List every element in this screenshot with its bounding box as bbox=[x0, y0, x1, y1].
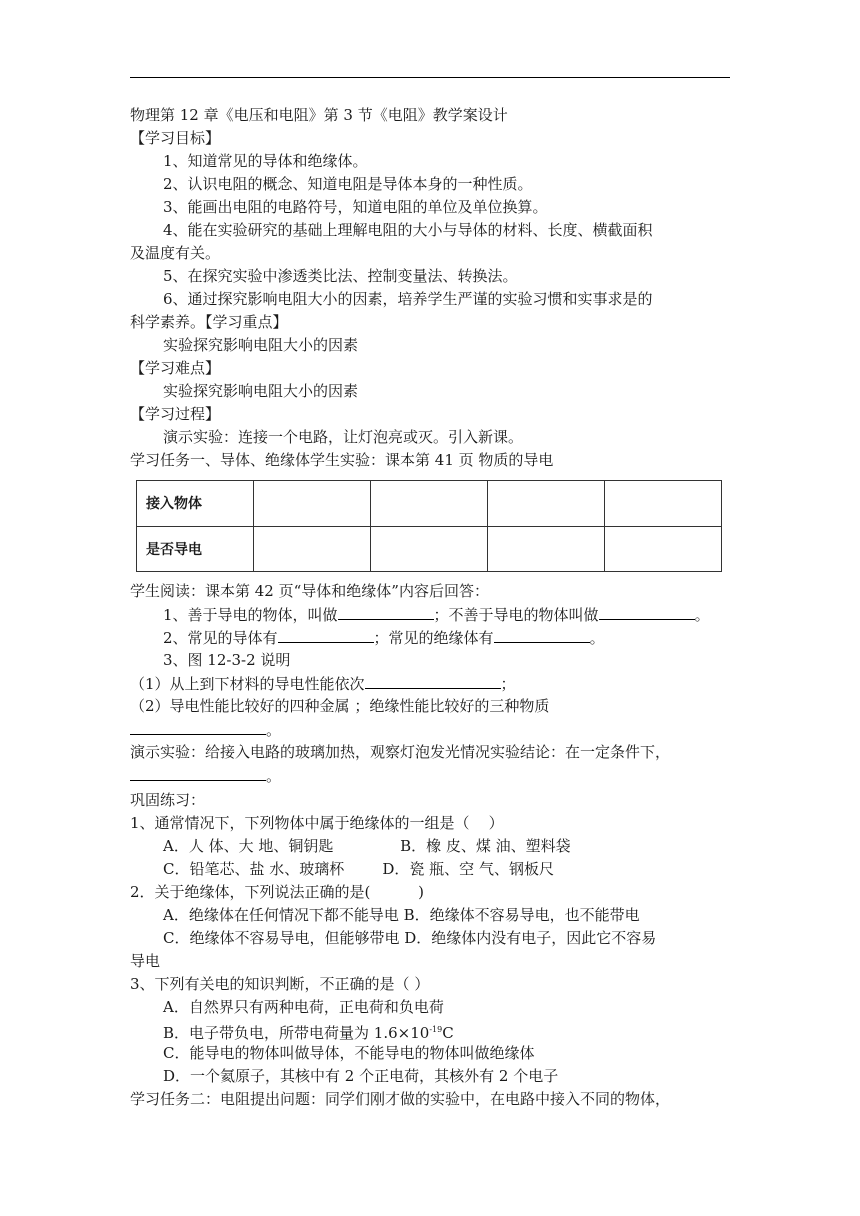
p2-part-a: （2）导电性能比较好的四种金属 ；绝缘性能比较好的三种物质 bbox=[130, 697, 550, 715]
practice-q3-c: C．能导电的物体叫做导体，不能导电的物体叫做绝缘体 bbox=[163, 1044, 535, 1062]
practice-q3: 3、下列有关电的知识判断，不正确的是（ ） bbox=[130, 975, 430, 993]
key-point-text: 实验探究影响电阻大小的因素 bbox=[163, 336, 359, 354]
table-cell bbox=[488, 481, 605, 527]
demo2-cont bbox=[130, 765, 281, 786]
goals-heading: 【学习目标】 bbox=[130, 129, 221, 147]
difficulty-heading: 【学习难点】 bbox=[130, 359, 221, 377]
practice-q2-ab: A．绝缘体在任何情况下都不能导电 B．绝缘体不容易导电，也不能带电 bbox=[163, 906, 640, 924]
goal-5: 5、在探究实验中渗透类比法、控制变量法、转换法。 bbox=[163, 267, 518, 285]
header-rule bbox=[130, 77, 730, 78]
answer-blank[interactable] bbox=[130, 719, 266, 735]
q2-part-b: ；常见的绝缘体有 bbox=[373, 629, 494, 647]
q1-part-b: ；不善于导电的物体叫做 bbox=[433, 606, 599, 624]
table-row bbox=[137, 526, 722, 572]
q3b-exponent: -19 bbox=[429, 1025, 443, 1034]
row-header-object: 接入物体 bbox=[137, 481, 254, 527]
task1-text: 学习任务一、导体、绝缘体学生实验：课本第 41 页 物质的导电 bbox=[130, 451, 554, 469]
practice-q2-cont: 导电 bbox=[130, 952, 161, 970]
q2-part-c: 。 bbox=[589, 629, 605, 647]
reading-p2 bbox=[130, 696, 549, 716]
p2-end: 。 bbox=[266, 721, 282, 739]
practice-q2: 2．关于绝缘体，下列说法正确的是( ) bbox=[130, 883, 424, 901]
practice-q3-a: A．自然界只有两种电荷，正电荷和负电荷 bbox=[163, 998, 444, 1016]
goal-2: 2、认识电阻的概念、知道电阻是导体本身的一种性质。 bbox=[163, 175, 533, 193]
p1-part-b: ； bbox=[500, 675, 516, 693]
reading-q2 bbox=[163, 627, 605, 648]
table-cell bbox=[605, 481, 722, 527]
practice-q3-b bbox=[163, 1020, 454, 1043]
answer-blank[interactable] bbox=[278, 627, 374, 643]
difficulty-text: 实验探究影响电阻大小的因素 bbox=[163, 382, 359, 400]
goal-6: 6、通过探究影响电阻大小的因素，培养学生严谨的实验习惯和实事求是的 bbox=[163, 290, 653, 308]
practice-q1-ab: A．人 体、大 地、铜钥匙 B．橡 皮、煤 油、塑料袋 bbox=[163, 837, 571, 855]
table-cell bbox=[254, 526, 371, 572]
row-header-conductive: 是否导电 bbox=[137, 526, 254, 572]
task2-text: 学习任务二：电阻提出问题：同学们刚才做的实验中，在电路中接入不同的物体， bbox=[130, 1090, 671, 1108]
answer-blank[interactable] bbox=[365, 673, 501, 689]
reading-q3: 3、图 12-3-2 说明 bbox=[163, 651, 291, 669]
practice-heading: 巩固练习： bbox=[130, 791, 206, 809]
answer-blank[interactable] bbox=[599, 604, 695, 620]
reading-q1 bbox=[163, 604, 710, 625]
table-cell bbox=[371, 526, 488, 572]
q3b-unit: C bbox=[442, 1024, 454, 1042]
goal-6-cont: 科学素养。【学习重点】 bbox=[130, 313, 288, 331]
demo2-end: 。 bbox=[266, 767, 282, 785]
reading-p2-cont bbox=[130, 719, 281, 740]
goal-4-cont: 及温度有关。 bbox=[130, 244, 221, 262]
conductivity-table bbox=[136, 480, 722, 572]
table-row bbox=[137, 481, 722, 527]
reading-p1 bbox=[130, 673, 516, 694]
q3b-text: B．电子带负电，所带电荷量为 1.6×10 bbox=[163, 1024, 430, 1042]
goal-4: 4、能在实验研究的基础上理解电阻的大小与导体的材料、长度、横截面积 bbox=[163, 221, 653, 239]
practice-q3-d: D．一个氦原子，其核中有 2 个正电荷，其核外有 2 个电子 bbox=[163, 1067, 559, 1085]
q1-part-c: 。 bbox=[694, 606, 710, 624]
practice-q2-cd: C．绝缘体不容易导电，但能够带电 D．绝缘体内没有电子，因此它不容易 bbox=[163, 929, 657, 947]
practice-q1: 1、通常情况下，下列物体中属于绝缘体的一组是（ ） bbox=[130, 814, 504, 832]
table-cell bbox=[605, 526, 722, 572]
practice-q1-cd: C．铅笔芯、盐 水、玻璃杯 D．瓷 瓶、空 气、钢板尺 bbox=[163, 860, 554, 878]
answer-blank[interactable] bbox=[494, 627, 590, 643]
table-cell bbox=[371, 481, 488, 527]
goal-3: 3、能画出电阻的电路符号，知道电阻的单位及单位换算。 bbox=[163, 198, 548, 216]
answer-blank[interactable] bbox=[338, 604, 434, 620]
p1-part-a: （1）从上到下材料的导电性能依次 bbox=[130, 675, 365, 693]
demo2-text: 演示实验：给接入电路的玻璃加热，观察灯泡发光情况实验结论：在一定条件下， bbox=[130, 743, 671, 761]
table-cell bbox=[254, 481, 371, 527]
process-heading: 【学习过程】 bbox=[130, 405, 221, 423]
table-cell bbox=[488, 526, 605, 572]
q1-part-a: 1、善于导电的物体，叫做 bbox=[163, 606, 338, 624]
goal-1: 1、知道常见的导体和绝缘体。 bbox=[163, 152, 368, 170]
doc-title: 物理第 12 章《电压和电阻》第 3 节《电阻》教学案设计 bbox=[130, 106, 508, 124]
demo-text: 演示实验：连接一个电路，让灯泡亮或灭。引入新课。 bbox=[163, 428, 524, 446]
q2-part-a: 2、常见的导体有 bbox=[163, 629, 278, 647]
reading-intro: 学生阅读：课本第 42 页“导体和绝缘体”内容后回答： bbox=[130, 582, 489, 600]
answer-blank[interactable] bbox=[130, 765, 266, 781]
